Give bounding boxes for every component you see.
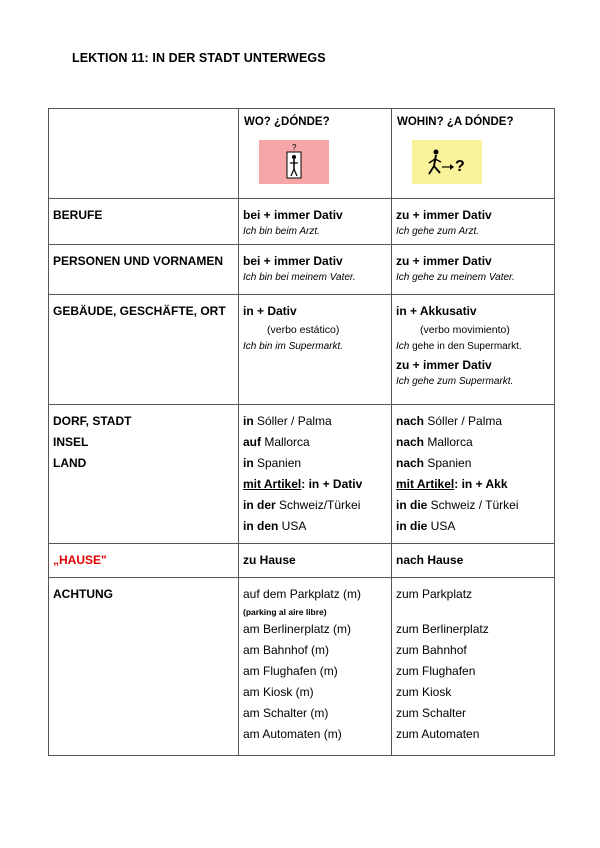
list-item: auf dem Parkplatz (m)	[243, 587, 362, 601]
grammar-table	[48, 108, 555, 756]
list-item: in Spanien	[243, 456, 302, 470]
header-empty-cell	[49, 109, 239, 199]
question-mark-icon: ?	[292, 143, 297, 152]
row-label: BERUFE	[53, 208, 103, 222]
row-label: INSEL	[53, 435, 89, 449]
row-label: GEBÄUDE, GESCHÄFTE, ORT	[53, 304, 226, 318]
achtung-wo-list	[239, 578, 391, 751]
list-item: zum Flughafen	[396, 664, 476, 678]
rule-text: in + Dativ	[243, 304, 297, 318]
header-wohin-label: WOHIN? ¿A DÓNDE?	[397, 116, 514, 128]
list-item: in den USA	[243, 519, 307, 533]
rule-text: nach Hause	[396, 553, 464, 567]
row-label: PERSONEN UND VORNAMEN	[53, 254, 224, 268]
rule-text: zu + immer Dativ	[396, 254, 492, 268]
list-item: auf Mallorca	[243, 435, 310, 449]
note-text: (parking al aire libre)	[243, 607, 327, 617]
list-item: am Flughafen (m)	[243, 664, 338, 678]
achtung-wohin-list	[392, 578, 554, 751]
note-text: (verbo estático)	[267, 324, 340, 336]
list-item: am Berlinerplatz (m)	[243, 622, 352, 636]
example-text: Ich bin im Supermarkt.	[243, 341, 344, 352]
list-item: mit Artikel: in + Akk	[396, 477, 508, 491]
list-item: nach Mallorca	[396, 435, 473, 449]
list-item: zum Kiosk	[396, 685, 452, 699]
list-item: am Bahnhof (m)	[243, 643, 330, 657]
list-item: nach Sóller / Palma	[396, 414, 503, 428]
example-text: Ich gehe zum Supermarkt.	[396, 376, 514, 387]
list-item: in Sóller / Palma	[243, 414, 332, 428]
list-item: mit Artikel: in + Dativ	[243, 477, 363, 491]
walking-person-icon	[412, 140, 482, 184]
example-text: Ich bin beim Arzt.	[243, 226, 320, 237]
list-item: am Kiosk (m)	[243, 685, 314, 699]
dorf-wo-list	[239, 405, 391, 543]
list-item: zum Automaten	[396, 727, 480, 741]
list-item: zum Berlinerplatz	[396, 622, 489, 636]
dorf-wohin-list	[392, 405, 554, 543]
example-text: Ich bin bei meinem Vater.	[243, 272, 356, 283]
list-item: zum Bahnhof	[396, 643, 467, 657]
header-wo-cell	[239, 109, 392, 199]
table-header-row	[49, 109, 555, 199]
spacer	[396, 605, 550, 619]
note-text: (verbo movimiento)	[420, 324, 510, 336]
list-item: zum Schalter	[396, 706, 467, 720]
list-item: am Automaten (m)	[243, 727, 342, 741]
standing-person-icon	[259, 140, 329, 184]
example-text: Ich gehe zum Arzt.	[396, 226, 479, 237]
table-row	[49, 245, 555, 295]
rule-text: zu + immer Dativ	[396, 208, 492, 222]
rule-text: zu + immer Dativ	[396, 358, 492, 372]
list-item: in die USA	[396, 519, 456, 533]
table-row	[49, 199, 555, 245]
rule-text: bei + immer Dativ	[243, 208, 343, 222]
question-mark-icon: ?	[455, 158, 465, 175]
table-row	[49, 544, 555, 578]
row-label: LAND	[53, 456, 87, 470]
list-item: nach Spanien	[396, 456, 472, 470]
table-row	[49, 295, 555, 405]
list-item: zum Parkplatz	[396, 587, 473, 601]
list-item: am Schalter (m)	[243, 706, 329, 720]
example-text: Ich gehe zu meinem Vater.	[396, 272, 515, 283]
rule-text: zu Hause	[243, 553, 296, 567]
list-item: in der Schweiz/Türkei	[243, 498, 361, 512]
header-wohin-cell	[392, 109, 555, 199]
table-row	[49, 578, 555, 756]
row-label: ACHTUNG	[53, 587, 113, 601]
table-row	[49, 405, 555, 544]
list-item: in die Schweiz / Türkei	[396, 498, 519, 512]
header-wo-label: WO? ¿DÓNDE?	[244, 116, 330, 128]
example-text: Ich gehe in den Supermarkt.	[396, 341, 522, 352]
row-label: „HAUSE"	[53, 553, 107, 567]
rule-text: bei + immer Dativ	[243, 254, 343, 268]
page-title: LEKTION 11: IN DER STADT UNTERWEGS	[72, 51, 326, 65]
row-label: DORF, STADT	[53, 414, 132, 428]
rule-text: in + Akkusativ	[396, 304, 477, 318]
